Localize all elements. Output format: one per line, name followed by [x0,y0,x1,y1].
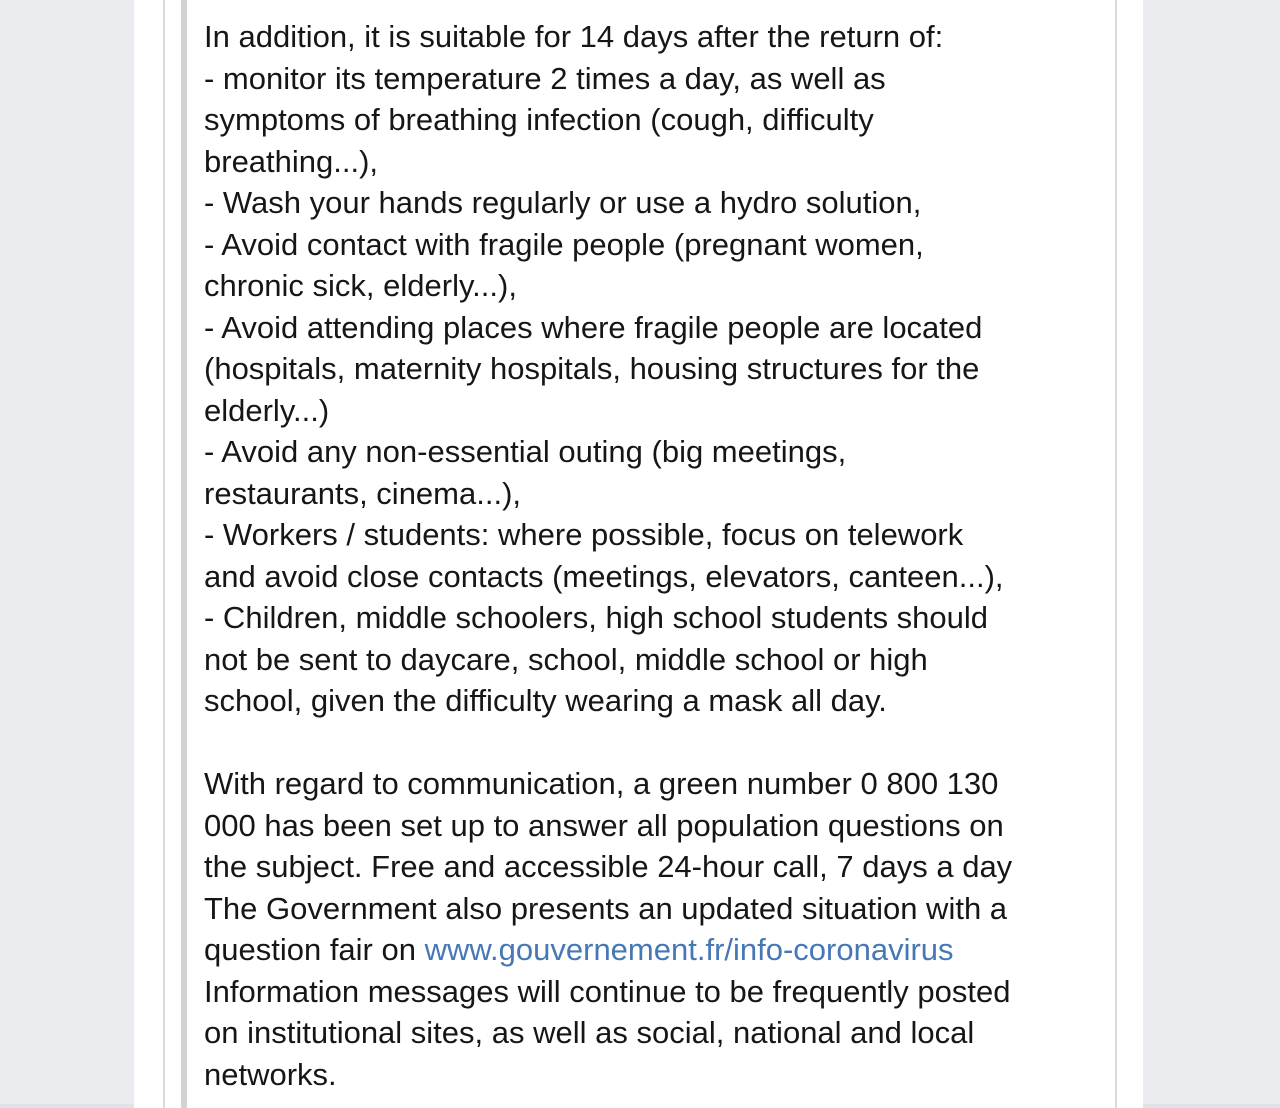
text-line: - Avoid attending places where fragile people are located [204,309,983,345]
card-border-right [1115,0,1117,1108]
text-line: restaurants, cinema...), [204,475,522,511]
text-line [204,722,1109,764]
page-bottom-edge-left [0,1104,134,1108]
text-line: breathing...), [204,143,379,179]
text-line: With regard to communication, a green number 0 800 130 [204,766,999,801]
post-text [204,16,1109,1095]
text-line: - Avoid any non-essential outing (big meetings, [204,434,847,469]
text-line: elderly...) [204,392,330,428]
text-line [204,929,1109,971]
text-line: In addition, it is suitable for 14 days after the return of: [204,19,944,54]
quote-bar [181,0,187,1108]
gouvernement-link[interactable]: www.gouvernement.fr/info-coronavirus [424,932,954,967]
text-line: not be sent to daycare, school, middle school or high [204,641,928,677]
text-line: school, given the difficulty wearing a mask all day. [204,683,887,718]
page-margin-right [1143,0,1280,1108]
text-line: The Government also presents an updated situation with a [204,890,1008,926]
text-line: - Wash your hands regularly or use a hydro solution, [204,185,922,220]
text-line: symptoms of breathing infection (cough, difficulty [204,102,874,137]
text-line: - Workers / students: where possible, focus on telework [204,517,964,552]
text-line: Information messages will continue to be frequently posted [204,973,1011,1009]
card-border-left [163,0,165,1108]
text-line: on institutional sites, as well as social, national and local [204,1015,975,1050]
page-margin-left [0,0,134,1108]
text-line: - monitor its temperature 2 times a day, as well as [204,60,886,96]
text-line: 000 has been set up to answer all population questions on [204,807,1004,843]
text-line: - Children, middle schoolers, high school students should [204,600,989,635]
page-bottom-edge-right [1143,1104,1280,1108]
text-line-prefix: question fair on [204,932,425,967]
text-line: and avoid close contacts (meetings, elevators, canteen...), [204,558,1004,594]
text-line: - Avoid contact with fragile people (pregnant women, [204,226,924,262]
text-line: networks. [204,1056,337,1092]
text-line: (hospitals, maternity hospitals, housing structures for the [204,351,980,386]
text-line: the subject. Free and accessible 24-hour call, 7 days a day [204,849,1013,884]
text-line: chronic sick, elderly...), [204,268,517,303]
